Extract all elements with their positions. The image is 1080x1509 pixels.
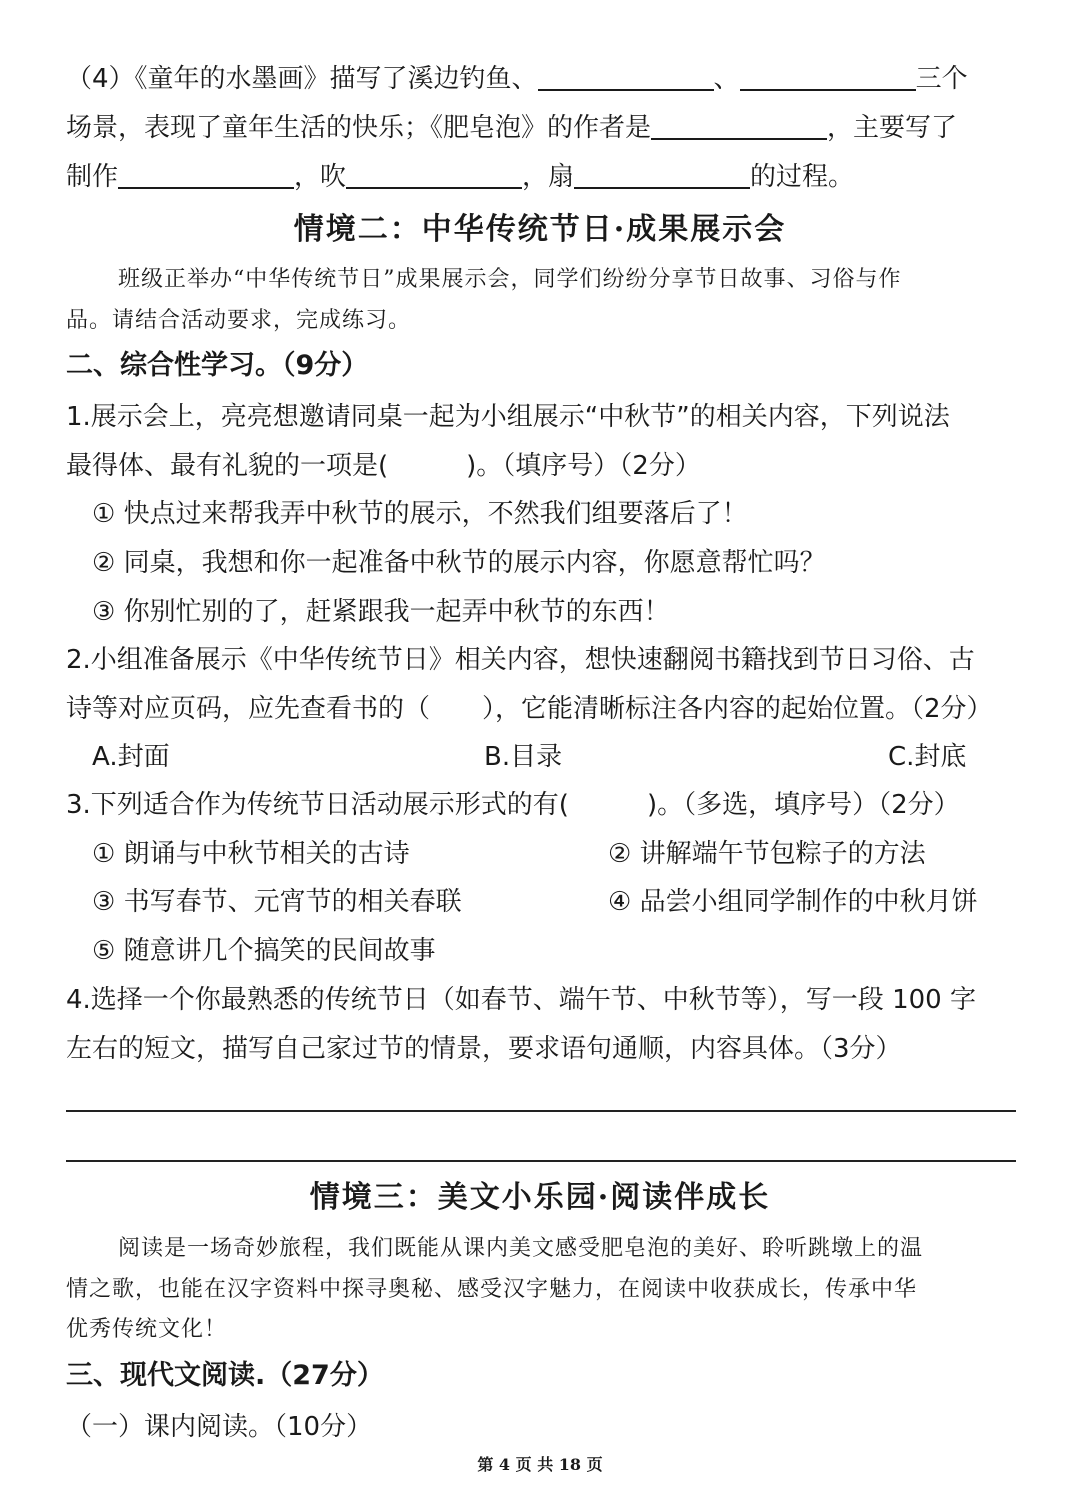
part3-title: 三、现代文阅读.（27分） [66,1360,384,1391]
writing-line[interactable] [66,1110,1016,1112]
question-4-text: 4.选择一个你最熟悉的传统节日（如春节、端午节、中秋节等），写一段 100 字 [66,985,976,1015]
q4-line-3 [66,160,1016,194]
page-number: 第 4 页 共 18 页 [477,1455,603,1474]
question-1-text: 最得体、最有礼貌的一项是( )。（填序号）（2分） [66,451,701,481]
q4-text: （4）《童年的水墨画》描写了溪边钓鱼、 [66,64,538,94]
q4-text: 三个 [915,64,968,94]
q4-text: 、 [713,64,740,94]
question-1-text: 1.展示会上，亮亮想邀请同桌一起为小组展示“中秋节”的相关内容，下列说法 [66,402,950,432]
answer-blank[interactable] [118,161,294,189]
scene3-intro-line: 情之歌，也能在汉字资料中探寻奥秘、感受汉字魅力，在阅读中收获成长，传承中华 [66,1277,918,1302]
option-item: ⑤ 随意讲几个搞笑的民间故事 [92,936,436,966]
option-item: ③ 书写春节、元宵节的相关春联 [92,887,462,917]
q4-text: 场景，表现了童年生活的快乐；《肥皂泡》的作者是 [66,113,652,143]
q4-text: ，吹 [294,162,347,192]
part2-title: 二、综合性学习。（9分） [66,350,369,381]
option-item: ① 快点过来帮我弄中秋节的展示，不然我们组要落后了！ [92,499,748,529]
scene3-intro-line: 优秀传统文化！ [66,1317,228,1342]
scene2-intro-line: 品。请结合活动要求，完成练习。 [66,308,412,333]
answer-blank[interactable] [346,161,522,189]
scene3-title: 情境三：美文小乐园·阅读伴成长 [309,1180,771,1215]
answer-blank[interactable] [538,63,714,91]
writing-line[interactable] [66,1160,1016,1162]
option-item: ④ 品尝小组同学制作的中秋月饼 [608,887,978,917]
question-2-text: 2.小组准备展示《中华传统节日》相关内容，想快速翻阅书籍找到节日习俗、古 [66,645,975,675]
option-b: B.目录 [484,742,563,772]
q4-text: ，扇 [522,162,575,192]
question-4-text: 左右的短文，描写自己家过节的情景，要求语句通顺，内容具体。（3分） [66,1034,902,1064]
answer-blank[interactable] [574,161,750,189]
option-item: ① 朗诵与中秋节相关的古诗 [92,839,410,869]
scene2-title: 情境二：中华传统节日·成果展示会 [293,212,787,247]
option-a: A.封面 [92,742,170,772]
option-item: ② 讲解端午节包粽子的方法 [608,839,926,869]
q4-text: ，主要写了 [827,113,958,143]
q4-line-2 [66,111,1016,145]
q4-text: 的过程。 [750,162,855,192]
question-2-text: 诗等对应页码，应先查看书的（ ），它能清晰标注各内容的起始位置。（2分） [66,694,993,724]
option-item: ② 同桌，我想和你一起准备中秋节的展示内容，你愿意帮忙吗？ [92,548,826,578]
q4-text: 制作 [66,162,119,192]
option-c: C.封底 [888,742,967,772]
q4-line-1 [66,62,1016,96]
scene2-intro-line: 班级正举办“中华传统节日”成果展示会，同学们纷纷分享节日故事、习俗与作 [118,267,902,292]
answer-blank[interactable] [651,112,827,140]
part3-subsection: （一）课内阅读。（10分） [66,1412,373,1442]
answer-blank[interactable] [740,63,916,91]
question-3-text: 3.下列适合作为传统节日活动展示形式的有( )。（多选，填序号）（2分） [66,790,960,820]
scene3-intro-line: 阅读是一场奇妙旅程，我们既能从课内美文感受肥皂泡的美好、聆听跳墩上的温 [118,1236,924,1261]
option-item: ③ 你别忙别的了，赶紧跟我一起弄中秋节的东西！ [92,597,670,627]
